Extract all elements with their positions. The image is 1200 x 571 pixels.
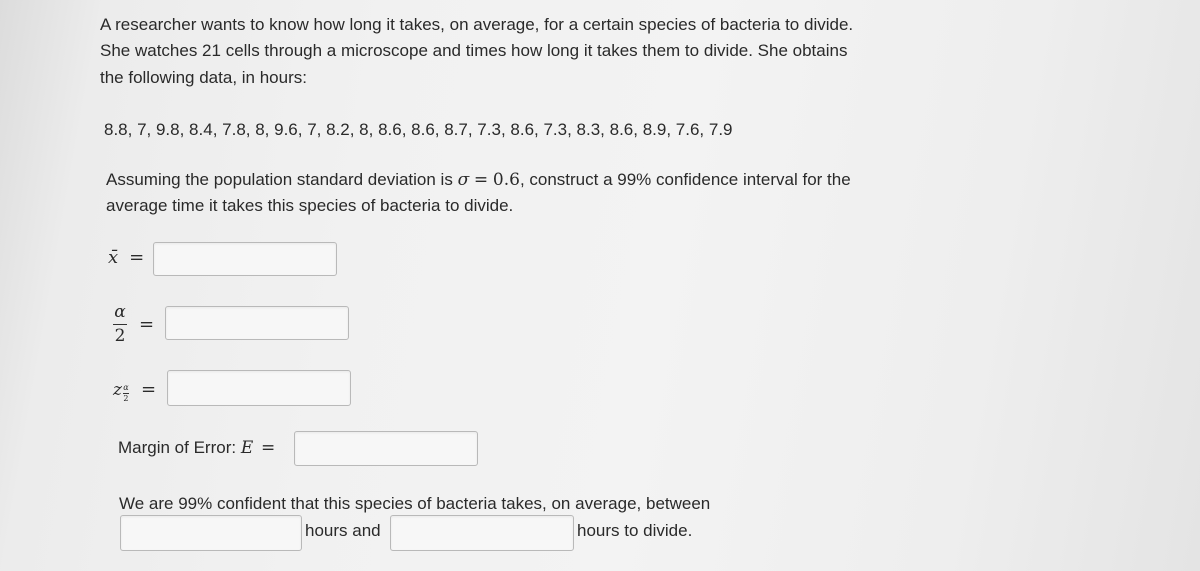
upper-bound-input[interactable] bbox=[390, 515, 574, 551]
alpha-numerator: α bbox=[114, 302, 126, 322]
equals-sign: = bbox=[473, 170, 489, 190]
margin-text: Margin of Error: bbox=[118, 438, 241, 457]
z-subscript bbox=[123, 384, 129, 403]
z-critical-input[interactable] bbox=[167, 370, 351, 406]
alpha-half-input[interactable] bbox=[165, 306, 349, 340]
fraction-bar bbox=[113, 324, 127, 325]
xbar-equals: = bbox=[129, 247, 145, 268]
lower-bound-input[interactable] bbox=[120, 515, 302, 551]
problem-text-line-1: A researcher wants to know how long it takes, on average, for a certain species of bacteria to divide. bbox=[100, 15, 854, 34]
problem-text-line-2: She watches 21 cells through a microscope and times how long it takes them to divide. She obtains bbox=[100, 41, 848, 60]
sigma-value: 0.6 bbox=[492, 170, 520, 190]
assumption-line-2: average time it takes this species of bacteria to divide. bbox=[106, 196, 514, 215]
alpha-equals: = bbox=[139, 314, 155, 335]
conclusion-text: We are 99% confident that this species of bacteria takes, on average, between bbox=[119, 494, 711, 513]
assumption-text-cont: , construct a 99% confidence interval for the bbox=[519, 170, 851, 189]
data-values: 8.8, 7, 9.8, 8.4, 7.8, 8, 9.6, 7, 8.2, 8, 8.6, 8.6, 8.7, 7.3, 8.6, 7.3, 8.3, 8.6, 8.9, 7.6, 7.9 bbox=[104, 120, 733, 139]
margin-var: E bbox=[240, 438, 254, 458]
problem-text-line-3: the following data, in hours: bbox=[100, 68, 307, 87]
alpha-half-label bbox=[113, 304, 154, 345]
xbar-label bbox=[108, 247, 144, 268]
assumption-text: Assuming the population standard deviation is bbox=[106, 170, 458, 189]
z-sub-denominator: 2 bbox=[123, 394, 129, 403]
z-equals: = bbox=[140, 379, 157, 400]
z-sub-numerator: α bbox=[123, 383, 129, 392]
hours-and-text: hours and bbox=[305, 521, 381, 540]
alpha-over-two bbox=[113, 304, 127, 345]
margin-equals: = bbox=[260, 438, 276, 458]
margin-of-error-label bbox=[118, 435, 275, 461]
assumption-line-1 bbox=[106, 167, 851, 193]
z-symbol: z bbox=[113, 379, 122, 400]
xbar-symbol: x̄ bbox=[108, 247, 119, 268]
alpha-denominator: 2 bbox=[114, 326, 126, 346]
z-critical-label bbox=[113, 376, 156, 403]
hours-to-divide-text: hours to divide. bbox=[577, 521, 693, 540]
sigma-symbol: σ bbox=[457, 170, 470, 190]
margin-of-error-input[interactable] bbox=[294, 431, 478, 466]
xbar-input[interactable] bbox=[153, 242, 337, 276]
